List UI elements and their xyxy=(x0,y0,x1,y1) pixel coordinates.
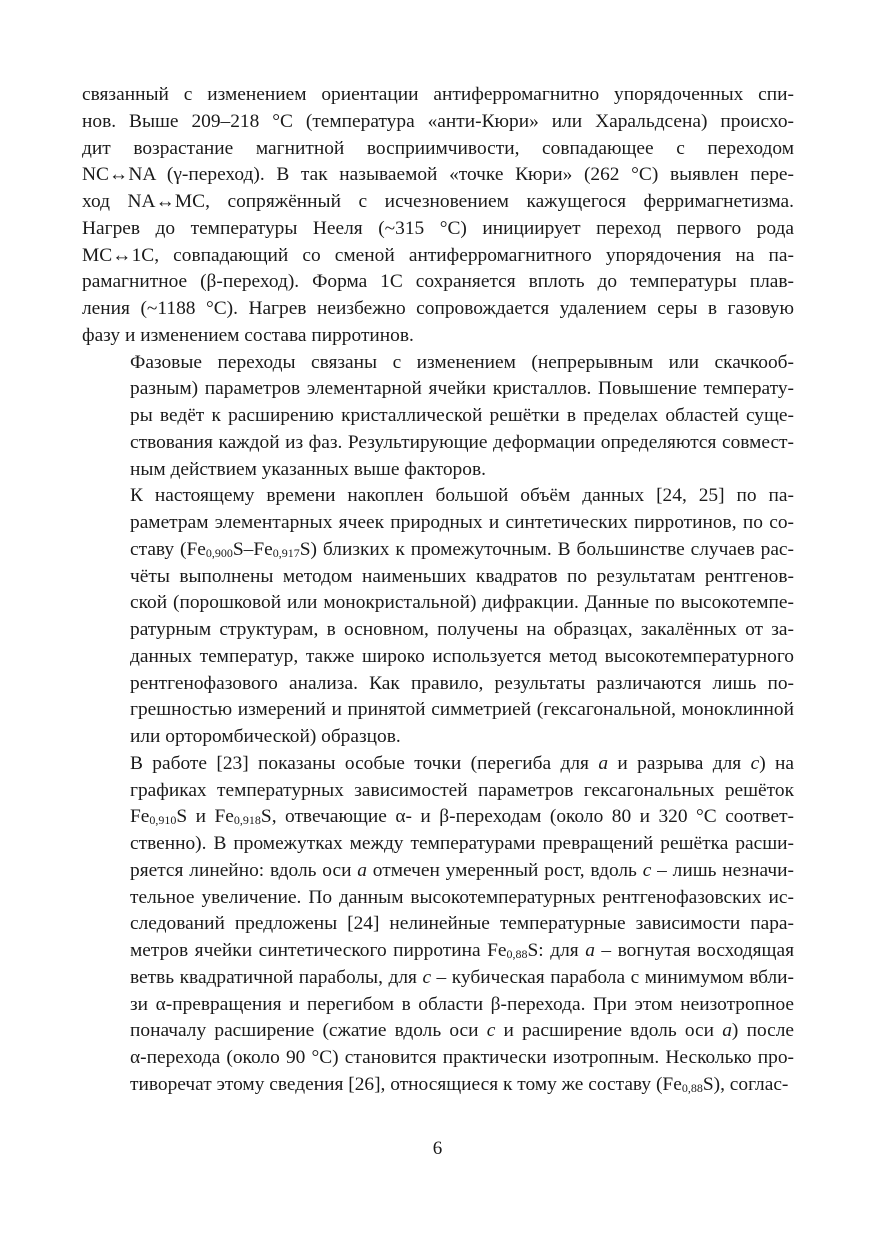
text-line: данных температур, также широко используется метод высокотемпературного xyxy=(130,645,794,667)
text-line: ход NA↔MC, сопряжённый с исчезновением кажущегося ферримагнетизма. xyxy=(82,191,794,212)
text-line: В работе [23] показаны особые точки (перегиба для a и разрыва для c) на xyxy=(130,752,795,774)
document-body xyxy=(82,82,794,1099)
text-line: ственно). В промежутках между температурами превращений решётка расши- xyxy=(130,833,794,854)
subscript: 0,88 xyxy=(681,1080,703,1095)
text-line: ветвь квадратичной параболы, для c – кубическая парабола с минимумом вбли- xyxy=(130,966,795,988)
text-line: α-перехода (около 90 °С) становится практически изотропным. Несколько про- xyxy=(130,1047,794,1068)
text-line: рамагнитное (β-переход). Форма 1С сохраняется вплоть до температуры плав- xyxy=(82,271,794,293)
text-line: графиках температурных зависимостей параметров гексагональных решёток xyxy=(130,779,794,801)
text-line: рентгенофазового анализа. Как правило, результаты различаются лишь по- xyxy=(130,672,794,694)
text-line: тельное увеличение. По данным высокотемпературных рентгенофазовских ис- xyxy=(130,886,794,908)
subscript: 0,900 xyxy=(205,545,233,560)
text-line: ры ведёт к расширению кристаллической решётки в пределах областей суще- xyxy=(130,405,794,426)
text-line: Нагрев до температуры Нееля (~315 °С) инициирует переход первого рода xyxy=(82,217,794,239)
text-line: метров ячейки синтетического пирротина $Fe_{0,88}S$: для a – вогнутая восходящая xyxy=(130,940,795,961)
text-line: ствования каждой из фаз. Результирующие деформации определяются совмест- xyxy=(130,431,794,453)
text-line: Фазовые переходы связаны с изменением (непрерывным или скачкооб- xyxy=(130,351,794,373)
text-line: чёты выполнены методом наименьших квадратов по результатам рентгенов- xyxy=(130,565,794,587)
text-line: зи α-превращения и перегибом в области β-перехода. При этом неизотропное xyxy=(130,993,794,1015)
page-number: 6 xyxy=(432,1138,443,1159)
subscript: 0,918 xyxy=(233,813,261,828)
paragraph xyxy=(82,350,794,484)
text-line: ратурным структурам, в основном, получены на образцах, закалённых от за- xyxy=(130,619,794,640)
text-line: дит возрастание магнитной восприимчивости, совпадающее с переходом xyxy=(82,137,794,159)
text-line: NC↔NA (γ-переход). В так называемой «точке Кюри» (262 °С) выявлен пере- xyxy=(82,164,794,186)
subscript: 0,910 xyxy=(149,813,177,828)
subscript: 0,917 xyxy=(272,545,300,560)
text-line: ным действием указанных выше факторов. xyxy=(130,458,486,480)
text-line: ряется линейно: вдоль оси a отмечен умеренный рост, вдоль c – лишь незначи- xyxy=(130,859,794,881)
paragraph xyxy=(82,483,794,751)
italic-variable: a xyxy=(598,752,609,774)
italic-variable: a xyxy=(722,1020,732,1042)
text-line: нов. Выше 209–218 °С (температура «анти-Кюри» или Харальдсена) происхо- xyxy=(82,110,794,132)
italic-variable: a xyxy=(585,940,595,961)
text-line: связанный с изменением ориентации антиферромагнитно упорядоченных спи- xyxy=(82,84,794,105)
text-line: или орторомбической) образцов. xyxy=(130,726,401,747)
text-line: раметрам элементарных ячеек природных и синтетических пирротинов, по со- xyxy=(130,512,794,533)
text-line: фазу и изменением состава пирротинов. xyxy=(82,324,414,346)
italic-variable: c xyxy=(486,1020,496,1042)
text-line: $Fe_{0,910}S$ и $Fe_{0,918}S$, отвечающие α- и β-переходам (около 80 и 320 °С соответ- xyxy=(130,806,794,828)
italic-variable: c xyxy=(750,752,760,774)
text-line: MC↔1C, совпадающий со сменой антиферромагнитного упорядочения на па- xyxy=(82,244,794,266)
text-line: тиворечат этому сведения [26], относящиеся к тому же составу $(Fe_{0,88}S)$, соглас- xyxy=(130,1073,789,1095)
subscript: 0,88 xyxy=(506,947,528,961)
text-line: ления (~1188 °С). Нагрев неизбежно сопровождается удалением серы в газовую xyxy=(82,298,794,319)
text-line: ской (порошковой или монокристальной) дифракции. Данные по высокотемпе- xyxy=(130,592,794,614)
paragraph xyxy=(82,751,794,1099)
italic-variable: c xyxy=(642,859,652,881)
text-line: следований предложены [24] нелинейные температурные зависимости пара- xyxy=(130,913,794,935)
text-line: К настоящему времени накоплен большой объём данных [24, 25] по па- xyxy=(130,485,794,507)
text-line: ставу $(Fe_{0,900}S-Fe_{0,917}S)$ близких к промежуточным. В большинстве случаев рас- xyxy=(130,538,794,560)
text-line: поначалу расширение (сжатие вдоль оси c и расширение вдоль оси a) после xyxy=(130,1020,795,1042)
italic-variable: a xyxy=(357,859,367,881)
text-line: разным) параметров элементарной ячейки кристаллов. Повышение температу- xyxy=(130,378,794,400)
italic-variable: c xyxy=(422,966,432,988)
text-line: грешностью измерений и принятой симметрией (гексагональной, моноклинной xyxy=(130,699,794,721)
paragraph xyxy=(82,82,794,350)
